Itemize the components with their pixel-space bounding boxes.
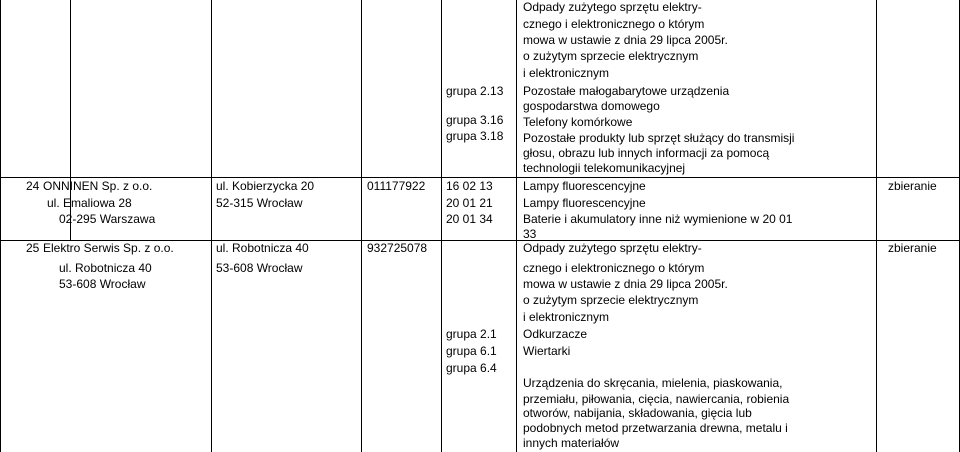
group-label: grupa 2.1 (446, 327, 497, 341)
group-label: grupa 6.1 (446, 344, 497, 358)
row-separator-24 (0, 177, 960, 178)
group-label: grupa 3.18 (446, 129, 504, 143)
activity-type: zbieranie (888, 179, 937, 193)
grid-line-left (0, 0, 1, 452)
regon-number: 932725078 (367, 241, 428, 255)
group-label: grupa 6.4 (446, 361, 497, 375)
grid-line-col3 (361, 0, 362, 452)
grid-line-col5 (516, 0, 517, 452)
activity-type: zbieranie (888, 241, 937, 255)
row-number: 24 (26, 179, 40, 193)
grid-line-col2 (211, 0, 212, 452)
grid-line-col6 (876, 0, 877, 452)
group-label: grupa 3.16 (446, 113, 504, 127)
regon-number: 011177922 (367, 179, 426, 193)
grid-line-col4 (441, 0, 442, 452)
row-number: 25 (26, 241, 40, 255)
group-label: grupa 2.13 (446, 84, 504, 98)
